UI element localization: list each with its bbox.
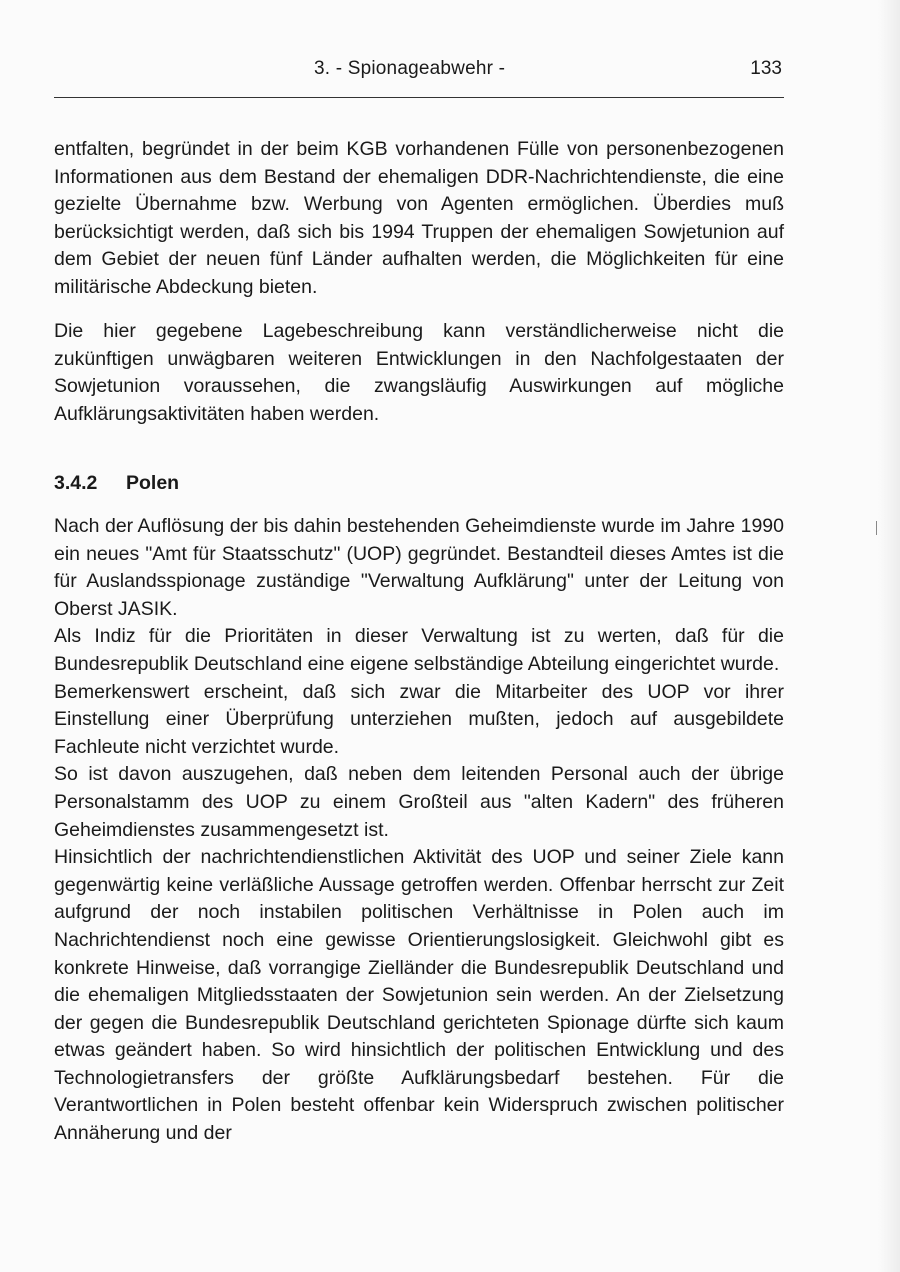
scan-shadow — [878, 0, 900, 1272]
section-paragraph: Nach der Auflösung der bis dahin bestehenden Geheimdienste wurde im Jahre 1990 ein neues "Amt für Staatsschutz" (UOP) gegründet. Bestandteil dieses Amtes ist die für Auslandsspionage zuständige "Verwaltung Aufklärung" unter der Leitung von Oberst JASIK. — [54, 515, 784, 620]
header-rule — [54, 97, 784, 98]
section-paragraph: Bemerkenswert erscheint, daß sich zwar die Mitarbeiter des UOP vor ihrer Einstellung einer Überprüfung unterziehen mußten, jedoch auf ausgebildete Fachleute nicht verzichtet wurde. — [54, 680, 784, 758]
margin-mark — [876, 521, 877, 535]
section-paragraph: Als Indiz für die Prioritäten in dieser Verwaltung ist zu werten, daß für die Bundesrepublik Deutschland eine eigene selbständige Abteilung eingerichtet wurde. — [54, 625, 784, 675]
paragraph-continuation: entfalten, begründet in der beim KGB vorhandenen Fülle von personenbezogenen Informationen aus dem Bestand der ehemaligen DDR-Nachrichtendienste, die eine gezielte Übernahme bzw. Werbung von Agenten ermöglichen. Überdies muß berücksichtigt werden, daß sich bis 1994 Truppen der ehemaligen Sowjetunion auf dem Gebiet der neuen fünf Länder aufhalten werden, die Möglichkeiten für eine militärische Abdeckung bieten. — [54, 138, 784, 298]
section-body — [54, 513, 784, 1148]
section-paragraph: So ist davon auszugehen, daß neben dem leitenden Personal auch der übrige Personalstamm des UOP zu einem Großteil aus "alten Kadern" des früheren Geheimdienstes zusammengesetzt ist. — [54, 763, 784, 841]
section-paragraph: Hinsichtlich der nachrichtendienstlichen Aktivität des UOP und seiner Ziele kann gegenwärtig keine verläßliche Aussage getroffen werden. Offenbar herrscht zur Zeit aufgrund der noch instabilen politischen Verhältnisse in Polen auch im Nachrichtendienst noch eine gewisse Orientierungslosigkeit. Gleichwohl gibt es konkrete Hinweise, daß vorrangige Zielländer die Bundesrepublik Deutschland und die ehemaligen Mitgliedsstaaten der Sowjetunion sein werden. An der Zielsetzung der gegen die Bundesrepublik Deutschland gerichteten Spionage dürfte sich kaum etwas geändert haben. So wird hinsichtlich der politischen Entwicklung und des Technologietransfers der größte Aufklärungsbedarf bestehen. Für die Verantwortlichen in Polen besteht offenbar kein Widerspruch zwischen politischer Annäherung und der — [54, 846, 784, 1145]
paragraph-outlook: Die hier gegebene Lagebeschreibung kann verständlicherweise nicht die zukünftigen unwägbaren weiteren Entwicklungen in den Nachfolgestaaten der Sowjetunion voraussehen, die zwangsläufig Auswirkungen auf mögliche Aufklärungsaktivitäten haben werden. — [54, 320, 784, 425]
page-header — [54, 58, 784, 88]
section-number: 3.4.2 — [54, 472, 98, 494]
section-heading — [54, 472, 179, 495]
page-number: 133 — [750, 58, 782, 79]
running-title: 3. - Spionageabwehr - — [314, 58, 506, 79]
section-title: Polen — [126, 472, 180, 494]
